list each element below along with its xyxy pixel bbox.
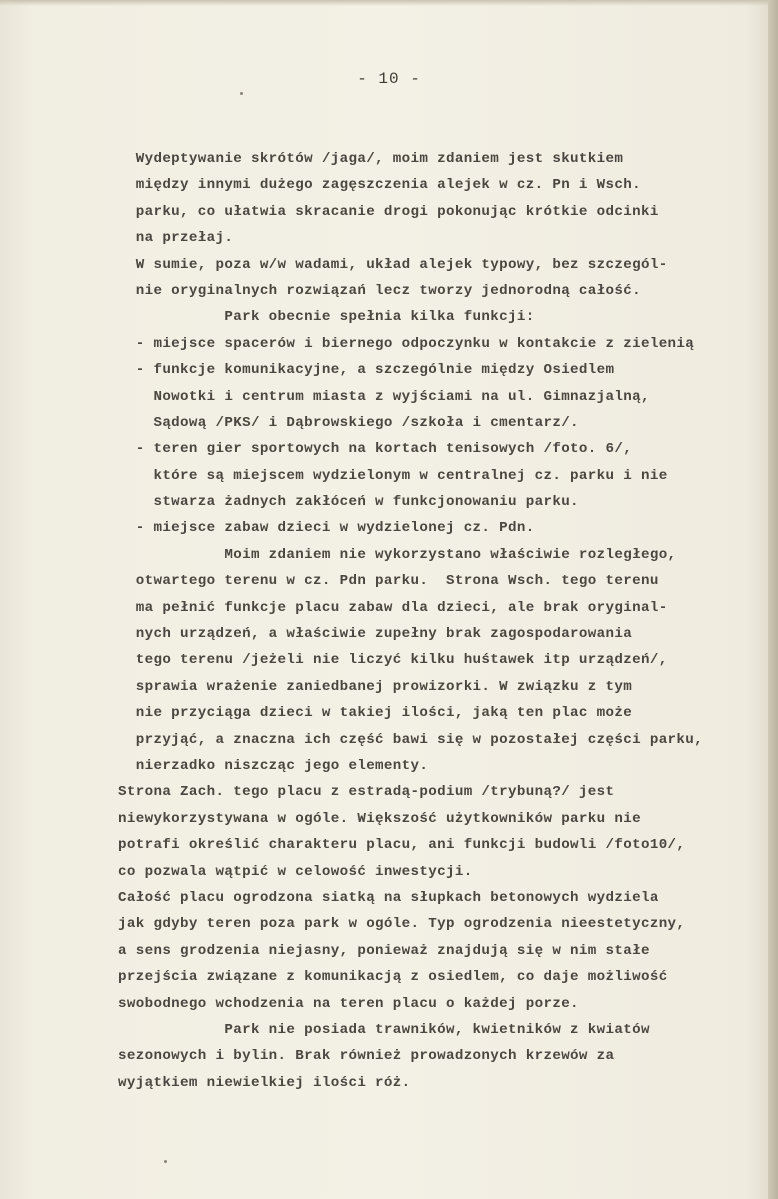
paper-speck <box>240 92 243 95</box>
text-line: nych urządzeń, a właściwie zupełny brak zagospodarowania <box>118 626 633 643</box>
text-line: Nowotki i centrum miasta z wyjściami na ul. Gimnazjalną, <box>118 388 650 405</box>
text-line: nie oryginalnych rozwiązań lecz tworzy jednorodną całość. <box>118 282 641 299</box>
text-line: tego terenu /jeżeli nie liczyć kilku huśtawek itp urządzeń/, <box>118 652 668 669</box>
text-line: Wydeptywanie skrótów /jaga/, moim zdaniem jest skutkiem <box>118 151 624 167</box>
page-top-shadow <box>0 0 778 6</box>
text-line: potrafi określić charakteru placu, ani funkcji budowli /foto10/, <box>118 837 686 854</box>
text-line: stwarza żadnych zakłóceń w funkcjonowaniu parku. <box>118 494 579 511</box>
text-line: a sens grodzenia niejasny, ponieważ znajdują się w nim stałe <box>118 942 650 959</box>
text-line: przejścia związane z komunikacją z osiedlem, co daje możliwość <box>118 969 668 986</box>
text-line: między innymi dużego zagęszczenia alejek w cz. Pn i Wsch. <box>118 177 641 194</box>
text-line: - funkcje komunikacyjne, a szczególnie między Osiedlem <box>118 362 615 379</box>
text-line: na przełaj. <box>118 230 234 247</box>
text-line: - miejsce zabaw dzieci w wydzielonej cz. Pdn. <box>118 520 535 537</box>
text-line: parku, co ułatwia skracanie drogi pokonując krótkie odcinki <box>118 203 659 220</box>
text-line: swobodnego wchodzenia na teren placu o każdej porze. <box>118 995 579 1012</box>
text-line: jak gdyby teren poza park w ogóle. Typ ogrodzenia nieestetyczny, <box>118 916 686 933</box>
text-line: W sumie, poza w/w wadami, układ alejek typowy, bez szczegól- <box>118 256 668 273</box>
text-line: które są miejscem wydzielonym w centralnej cz. parku i nie <box>118 467 668 484</box>
text-line: Sądową /PKS/ i Dąbrowskiego /szkoła i cmentarz/. <box>118 414 579 431</box>
typewritten-body <box>118 146 774 1096</box>
text-line: - teren gier sportowych na kortach tenisowych /foto. 6/, <box>118 441 633 458</box>
text-line: co pozwala wątpić w celowość inwestycji. <box>118 863 473 880</box>
text-line: przyjąć, a znaczna ich część bawi się w pozostałej części parku, <box>118 731 704 748</box>
text-line: Strona Zach. tego placu z estradą-podium /trybuną?/ jest <box>118 784 615 801</box>
text-line: sezonowych i bylin. Brak również prowadzonych krzewów za <box>118 1048 615 1065</box>
text-line: nie przyciąga dzieci w takiej ilości, jaką ten plac może <box>118 705 633 722</box>
text-line: Całość placu ogrodzona siatką na słupkach betonowych wydziela <box>118 889 659 906</box>
text-line: ma pełnić funkcje placu zabaw dla dzieci, ale brak oryginal- <box>118 599 668 616</box>
text-line: Moim zdaniem nie wykorzystano właściwie rozległego, <box>118 546 677 563</box>
text-line: sprawia wrażenie zaniedbanej prowizorki. W związku z tym <box>118 678 633 695</box>
text-line: Park nie posiada trawników, kwietników z kwiatów <box>118 1021 650 1038</box>
text-line: - miejsce spacerów i biernego odpoczynku w kontakcie z zielenią <box>118 335 695 352</box>
text-line: wyjątkiem niewielkiej ilości róż. <box>118 1074 411 1091</box>
text-line: nierzadko niszcząc jego elementy. <box>118 757 429 774</box>
paper-speck <box>164 1160 167 1163</box>
text-line: Park obecnie spełnia kilka funkcji: <box>118 309 535 326</box>
text-line: otwartego terenu w cz. Pdn parku. Strona Wsch. tego terenu <box>118 573 659 590</box>
page-number: - 10 - <box>357 70 421 88</box>
text-line: niewykorzystywana w ogóle. Większość użytkowników parku nie <box>118 810 641 827</box>
